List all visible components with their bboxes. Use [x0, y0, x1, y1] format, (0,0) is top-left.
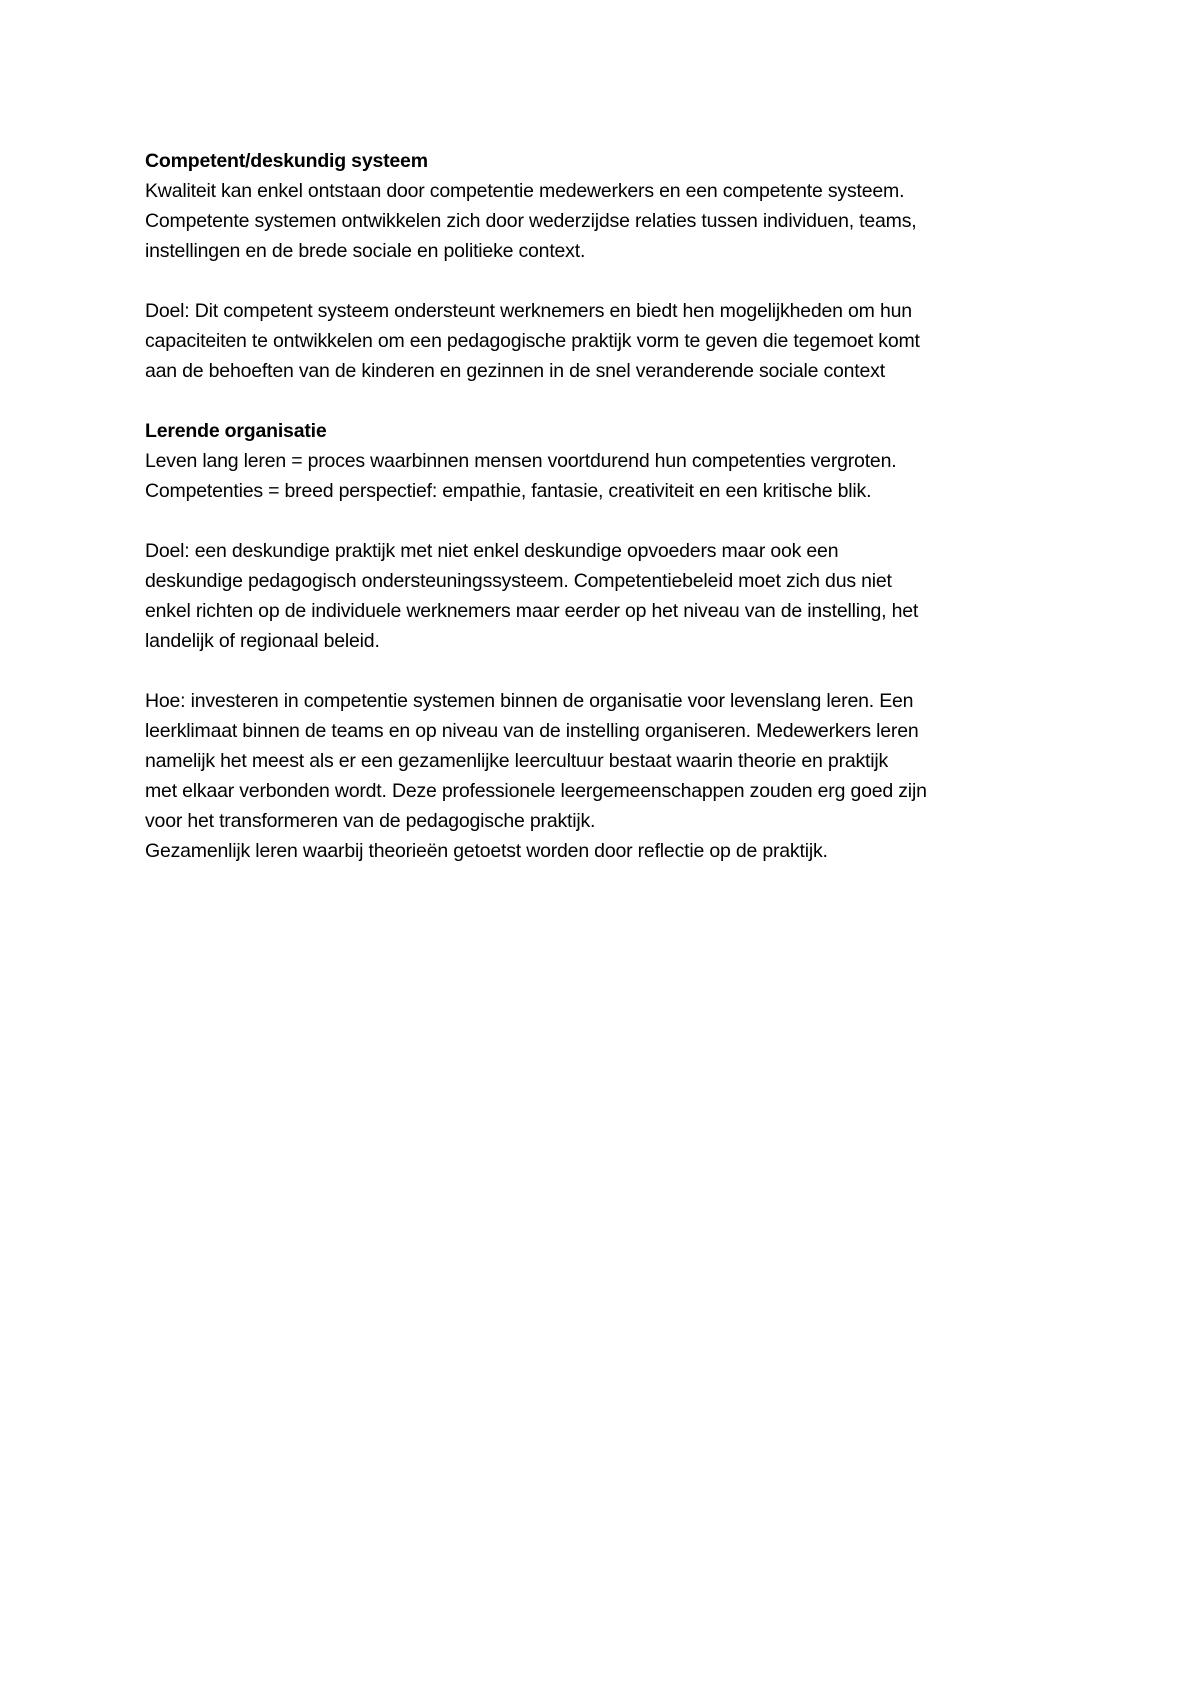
paragraph-line: Gezamenlijk leren waarbij theorieën getoetst worden door reflectie op de praktijk.	[145, 840, 828, 862]
paragraph-line: capaciteiten te ontwikkelen om een pedagogische praktijk vorm te geven die tegemoet komt	[145, 330, 920, 352]
paragraph-line: enkel richten op de individuele werknemers maar eerder op het niveau van de instelling, het	[145, 600, 919, 622]
paragraph-line: voor het transformeren van de pedagogische praktijk.	[145, 810, 596, 832]
paragraph-line: aan de behoeften van de kinderen en gezinnen in de snel veranderende sociale context	[145, 360, 885, 382]
paragraph-spacer	[145, 386, 1075, 416]
paragraph-line: Hoe: investeren in competentie systemen binnen de organisatie voor levenslang leren. Een	[145, 690, 914, 712]
section-heading-competent-systeem: Competent/deskundig systeem	[145, 150, 428, 172]
paragraph-line: Leven lang leren = proces waarbinnen mensen voortdurend hun competenties vergroten.	[145, 450, 897, 472]
paragraph-spacer	[145, 506, 1075, 536]
paragraph-line: Kwaliteit kan enkel ontstaan door competentie medewerkers en een competente systeem.	[145, 180, 905, 202]
paragraph-line: deskundige pedagogisch ondersteuningssysteem. Competentiebeleid moet zich dus niet	[145, 570, 892, 592]
paragraph-spacer	[145, 656, 1075, 686]
paragraph-line: leerklimaat binnen de teams en op niveau van de instelling organiseren. Medewerkers leren	[145, 720, 919, 742]
paragraph-line: landelijk of regionaal beleid.	[145, 630, 380, 652]
section-heading-lerende-organisatie: Lerende organisatie	[145, 420, 327, 442]
paragraph-line: namelijk het meest als er een gezamenlijke leercultuur bestaat waarin theorie en praktijk	[145, 750, 889, 772]
document-body	[145, 146, 1075, 866]
paragraph-line: met elkaar verbonden wordt. Deze professionele leergemeenschappen zouden erg goed zijn	[145, 780, 927, 802]
paragraph-line: Competente systemen ontwikkelen zich door wederzijdse relaties tussen individuen, teams,	[145, 210, 917, 232]
paragraph-line: Doel: een deskundige praktijk met niet enkel deskundige opvoeders maar ook een	[145, 540, 839, 562]
paragraph-spacer	[145, 266, 1075, 296]
paragraph-line: Doel: Dit competent systeem ondersteunt werknemers en biedt hen mogelijkheden om hun	[145, 300, 912, 322]
paragraph-line: instellingen en de brede sociale en politieke context.	[145, 240, 586, 262]
paragraph-line: Competenties = breed perspectief: empathie, fantasie, creativiteit en een kritische blik.	[145, 480, 872, 502]
